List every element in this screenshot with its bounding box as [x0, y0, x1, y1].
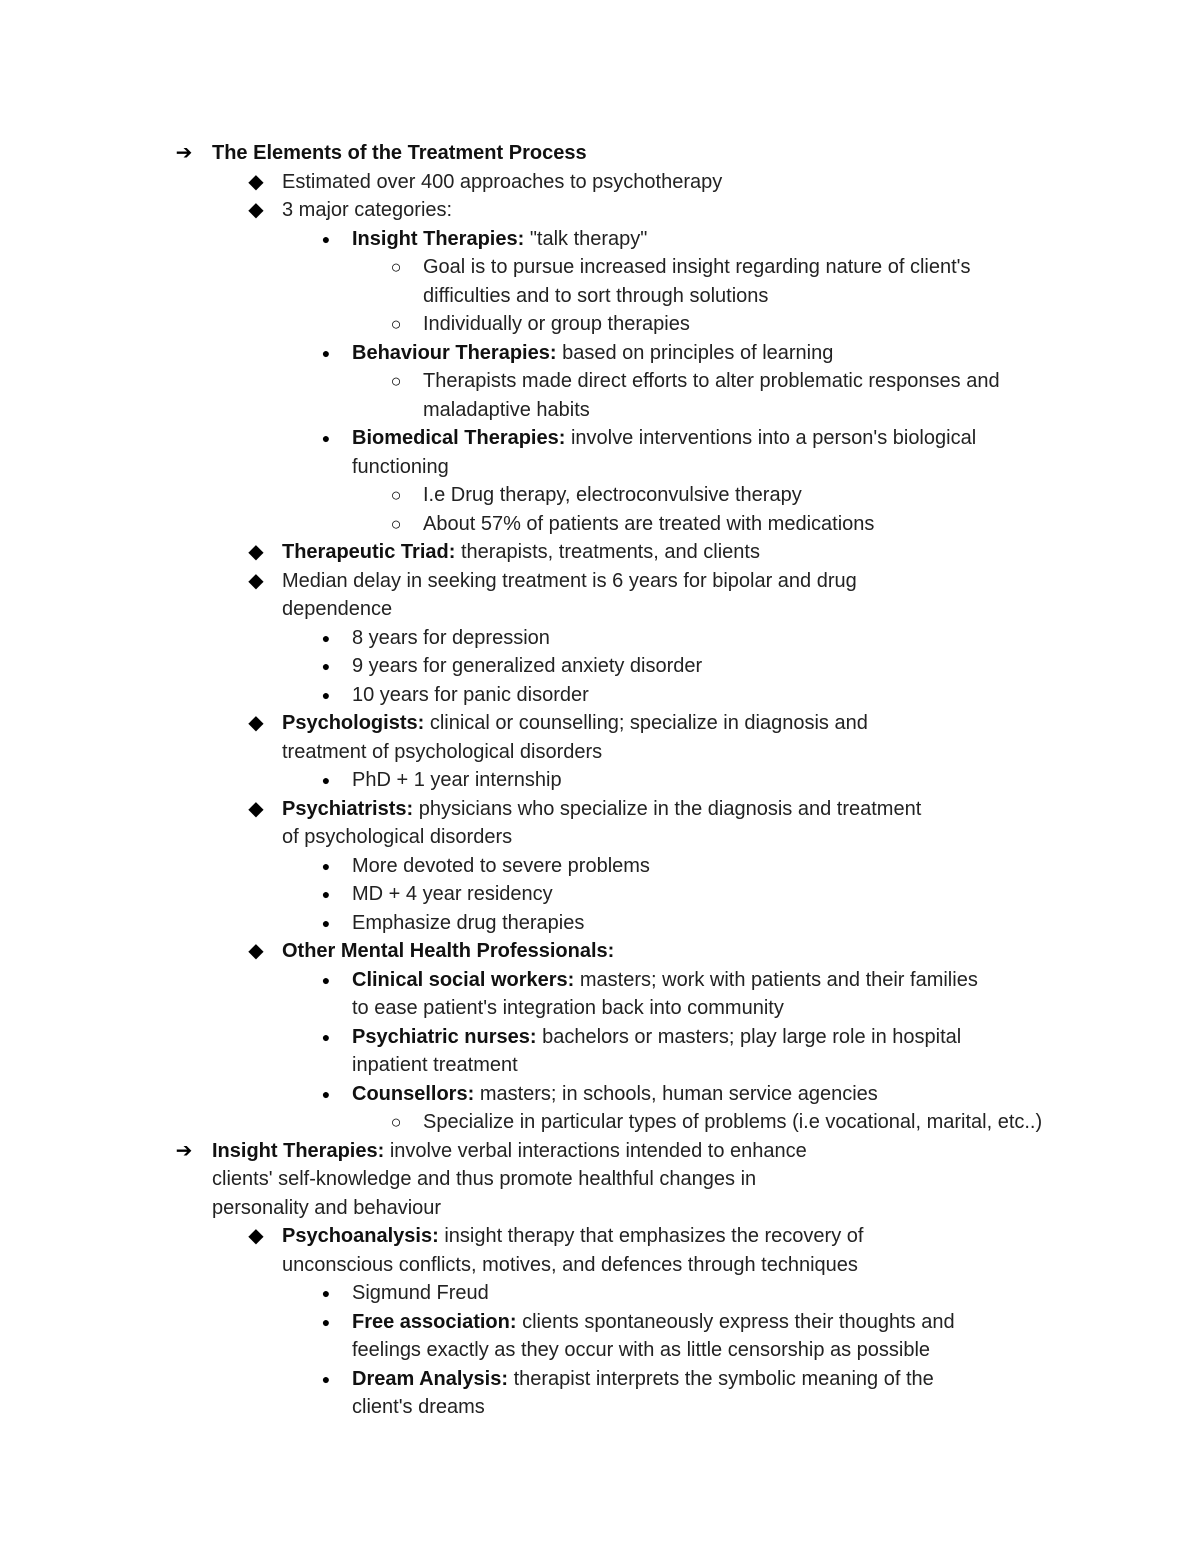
- outline-item: [0, 1080, 1200, 1109]
- dot-bullet-icon: ●: [321, 1285, 331, 1301]
- circle-bullet-icon: ○: [390, 257, 402, 277]
- dot-bullet-icon: ●: [321, 886, 331, 902]
- item-description: masters; work with patients and their families to ease patient's integration back into community: [352, 968, 978, 1019]
- outline-item-text: [423, 367, 1063, 424]
- dot-bullet-icon: ●: [321, 344, 331, 361]
- dot-bullet-icon: ●: [321, 686, 331, 703]
- item-term: Behaviour Therapies:: [352, 341, 557, 364]
- dot-bullet-icon: ●: [321, 857, 331, 874]
- outline-item: [0, 652, 1200, 681]
- outline-item: [0, 424, 1200, 481]
- outline-item-text: [352, 1279, 992, 1308]
- item-description: clients spontaneously express their thoughts and feelings exactly as they occur with as little censorship as possible: [352, 1310, 955, 1361]
- outline-item: [0, 481, 1200, 510]
- outline-item: [0, 880, 1200, 909]
- item-description: 3 major categories:: [282, 199, 453, 221]
- item-description: clinical or counselling; specialize in diagnosis and treatment of psychological disorders: [282, 712, 868, 763]
- item-description: 9 years for generalized anxiety disorder: [352, 655, 703, 677]
- item-description: therapists, treatments, and clients: [460, 541, 760, 563]
- outline-item-text: [352, 339, 992, 368]
- item-term: Other Mental Health Professionals:: [282, 940, 615, 962]
- item-description: physicians who specialize in the diagnosis and treatment of psychological disorders: [282, 797, 922, 848]
- item-term: Free association:: [352, 1310, 517, 1333]
- outline-item-text: [352, 681, 992, 710]
- item-description: I.e Drug therapy, electroconvulsive therapy: [423, 484, 802, 506]
- outline-item: [0, 1108, 1200, 1137]
- item-term: Therapeutic Triad:: [282, 541, 456, 563]
- outline-item: [0, 1279, 1200, 1308]
- diamond-bullet-icon: ◆: [248, 940, 264, 962]
- item-description: masters; in schools, human service agencies: [479, 1082, 878, 1105]
- diamond-bullet-icon: ◆: [248, 170, 264, 193]
- circle-bullet-icon: ○: [390, 1112, 402, 1132]
- item-description: based on principles of learning: [562, 341, 834, 364]
- outline-item: [0, 1222, 1200, 1279]
- item-description: therapist interprets the symbolic meaning of the client's dreams: [352, 1367, 934, 1418]
- item-description: "talk therapy": [529, 227, 648, 250]
- item-description: Goal is to pursue increased insight regarding nature of client's difficulties and to sort through solutions: [423, 256, 971, 307]
- outline-item-text: [352, 1308, 992, 1365]
- outline-item: [0, 168, 1200, 197]
- outline-item-text: [423, 310, 1063, 339]
- item-term: Psychologists:: [282, 712, 425, 734]
- outline-item: [0, 1137, 1200, 1223]
- item-term: Psychiatrists:: [282, 797, 414, 820]
- outline-item: [0, 196, 1200, 225]
- outline-item-text: [282, 196, 922, 225]
- outline-item: [0, 1308, 1200, 1365]
- outline-item-text: [352, 1365, 992, 1422]
- dot-bullet-icon: ●: [321, 430, 331, 446]
- outline-item-text: [352, 1023, 992, 1080]
- outline-item: [0, 966, 1200, 1023]
- circle-bullet-icon: ○: [390, 485, 402, 505]
- outline-item-text: [212, 139, 852, 168]
- outline-item-text: [352, 624, 992, 653]
- dot-bullet-icon: ●: [321, 1028, 331, 1045]
- item-description: 10 years for panic disorder: [352, 683, 589, 706]
- outline-item-text: [282, 567, 922, 624]
- outline-item: [0, 538, 1200, 567]
- outline-item-text: [352, 225, 992, 254]
- outline-item: [0, 766, 1200, 795]
- diamond-bullet-icon: ◆: [248, 541, 264, 563]
- item-term: The Elements of the Treatment Process: [212, 142, 587, 164]
- outline-item-text: [352, 424, 992, 481]
- dot-bullet-icon: ●: [321, 230, 331, 247]
- outline-item-text: [352, 852, 992, 881]
- arrow-bullet-icon: ➔: [175, 142, 193, 164]
- item-description: Emphasize drug therapies: [352, 911, 585, 934]
- item-description: 8 years for depression: [352, 626, 550, 649]
- outline-item-text: [423, 253, 1063, 310]
- outline-item: [0, 367, 1200, 424]
- dot-bullet-icon: ●: [321, 658, 331, 674]
- dot-bullet-icon: ●: [321, 914, 331, 931]
- item-description: PhD + 1 year internship: [352, 769, 562, 791]
- outline-item-text: [352, 652, 992, 681]
- outline-item-text: [282, 538, 922, 567]
- outline-item-text: [352, 880, 992, 909]
- outline-item-text: [282, 1222, 922, 1279]
- dot-bullet-icon: ●: [321, 1370, 331, 1387]
- diamond-bullet-icon: ◆: [248, 712, 264, 734]
- outline-item-text: [282, 937, 922, 966]
- outline-item: [0, 624, 1200, 653]
- item-description: More devoted to severe problems: [352, 854, 650, 877]
- outline-item-text: [423, 1108, 1063, 1137]
- item-term: Dream Analysis:: [352, 1367, 508, 1390]
- item-term: Biomedical Therapies:: [352, 427, 566, 449]
- outline-item: [0, 795, 1200, 852]
- item-description: involve interventions into a person's biological functioning: [352, 427, 977, 478]
- outline-item: [0, 139, 1200, 168]
- outline-item-text: [282, 795, 922, 852]
- outline-item: [0, 937, 1200, 966]
- outline-item-text: [352, 966, 992, 1023]
- outline-item: [0, 681, 1200, 710]
- outline-item-text: [423, 481, 1063, 510]
- diamond-bullet-icon: ◆: [248, 797, 264, 820]
- outline-item: [0, 510, 1200, 539]
- dot-bullet-icon: ●: [321, 629, 331, 646]
- item-description: Individually or group therapies: [423, 313, 690, 335]
- outline-item: [0, 339, 1200, 368]
- outline-item: [0, 909, 1200, 938]
- outline-item: [0, 852, 1200, 881]
- outline-item: [0, 709, 1200, 766]
- document-outline: [0, 139, 1200, 1422]
- outline-item: [0, 1365, 1200, 1422]
- circle-bullet-icon: ○: [390, 513, 402, 534]
- arrow-bullet-icon: ➔: [175, 1139, 193, 1162]
- outline-item: [0, 310, 1200, 339]
- outline-item-text: [423, 510, 1063, 539]
- outline-item-text: [282, 168, 922, 197]
- item-description: Median delay in seeking treatment is 6 years for bipolar and drug dependence: [282, 569, 857, 620]
- item-description: involve verbal interactions intended to enhance clients' self-knowledge and thus promote healthful changes in personality and behaviour: [212, 1139, 807, 1219]
- outline-item: [0, 1023, 1200, 1080]
- diamond-bullet-icon: ◆: [248, 199, 264, 221]
- item-description: MD + 4 year residency: [352, 883, 553, 905]
- item-description: insight therapy that emphasizes the recovery of unconscious conflicts, motives, and defences through techniques: [282, 1225, 864, 1276]
- item-term: Psychiatric nurses:: [352, 1025, 537, 1048]
- item-description: Therapists made direct efforts to alter problematic responses and maladaptive habits: [423, 370, 1000, 421]
- circle-bullet-icon: ○: [390, 371, 402, 391]
- outline-item-text: [212, 1137, 852, 1223]
- item-description: Specialize in particular types of problems (i.e vocational, marital, etc..): [423, 1111, 1043, 1133]
- item-term: Insight Therapies:: [212, 1139, 385, 1162]
- outline-item-text: [352, 1080, 992, 1109]
- item-description: About 57% of patients are treated with medications: [423, 512, 875, 535]
- outline-item: [0, 253, 1200, 310]
- outline-item: [0, 225, 1200, 254]
- diamond-bullet-icon: ◆: [248, 1225, 264, 1247]
- item-term: Counsellors:: [352, 1082, 475, 1105]
- item-term: Psychoanalysis:: [282, 1225, 439, 1247]
- outline-item-text: [282, 709, 922, 766]
- dot-bullet-icon: ●: [321, 971, 331, 988]
- dot-bullet-icon: ●: [321, 1313, 331, 1330]
- item-term: Insight Therapies:: [352, 227, 525, 250]
- dot-bullet-icon: ●: [321, 1085, 331, 1102]
- circle-bullet-icon: ○: [390, 314, 402, 334]
- dot-bullet-icon: ●: [321, 772, 331, 788]
- outline-item: [0, 567, 1200, 624]
- item-term: Clinical social workers:: [352, 968, 575, 991]
- outline-item-text: [352, 909, 992, 938]
- outline-item-text: [352, 766, 992, 795]
- item-description: bachelors or masters; play large role in hospital inpatient treatment: [352, 1025, 962, 1076]
- diamond-bullet-icon: ◆: [248, 569, 264, 592]
- item-description: Sigmund Freud: [352, 1282, 489, 1304]
- item-description: Estimated over 400 approaches to psychotherapy: [282, 170, 723, 193]
